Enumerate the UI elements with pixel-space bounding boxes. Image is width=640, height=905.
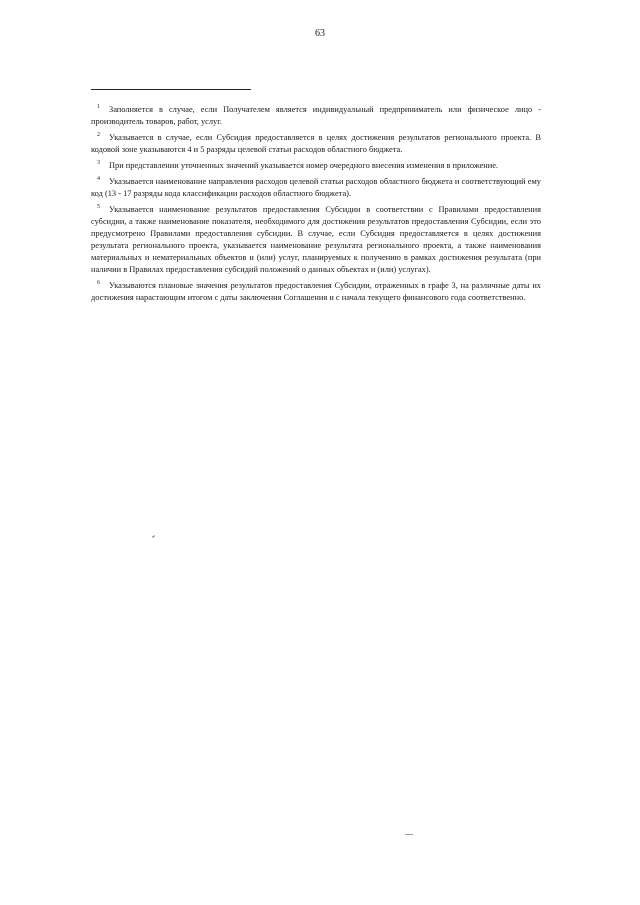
footnote-mark: 4	[97, 176, 100, 182]
footnote-text: Указывается наименование результатов предоставления Субсидии в соответствии с Правилами предоставления субсидии, а также наименование показателя, необходимого для достижения результатов предоставления Субсидии, если это предусмотрено Правилами предоставления субсидии. В случае, если Субсидия предоставляется в целях достижения результата регионального проекта, указывается наименование результата регионального проекта, а также наименования материальных и нематериальных объектов и (или) услуг, планируемых к получению в рамках достижения результата (при наличии в Правилах предоставления субсидий положений о данных объектах и (или) услугах).	[91, 205, 541, 274]
footnote-4	[91, 173, 541, 200]
footnotes-section	[91, 101, 541, 305]
footnote-text: Заполняется в случае, если Получателем является индивидуальный предприниматель или физическое лицо - производитель товаров, работ, услуг.	[91, 105, 541, 126]
footnote-text: При представлении уточненных значений указывается номер очередного внесения изменения в приложение.	[109, 161, 499, 170]
scan-speck	[405, 834, 413, 835]
footnote-6	[91, 277, 541, 304]
footnote-mark: 6	[97, 280, 100, 286]
footnote-text: Указывается в случае, если Субсидия предоставляется в целях достижения результатов регионального проекта. В кодовой зоне указываются 4 и 5 разряды целевой статьи расходов областного бюджета.	[91, 133, 541, 154]
page-number: 63	[315, 28, 325, 39]
scan-speck	[152, 535, 155, 538]
footnote-5	[91, 201, 541, 276]
footnote-text: Указывается наименование направления расходов целевой статьи расходов областного бюджета и соответствующий ему код (13 - 17 разряды кода классификации расходов областного бюджета).	[91, 177, 541, 198]
footnote-3	[91, 157, 541, 172]
footnote-separator	[91, 89, 251, 90]
footnote-mark: 5	[97, 204, 100, 210]
footnote-mark: 2	[97, 132, 100, 138]
footnote-text: Указываются плановые значения результатов предоставления Субсидии, отраженных в графе 3, на различные даты их достижения нарастающим итогом с даты заключения Соглашения и с начала текущего финансового года соответственно.	[91, 281, 541, 302]
footnote-mark: 3	[97, 160, 100, 166]
footnote-mark: 1	[97, 104, 100, 110]
footnote-1	[91, 101, 541, 128]
footnote-2	[91, 129, 541, 156]
